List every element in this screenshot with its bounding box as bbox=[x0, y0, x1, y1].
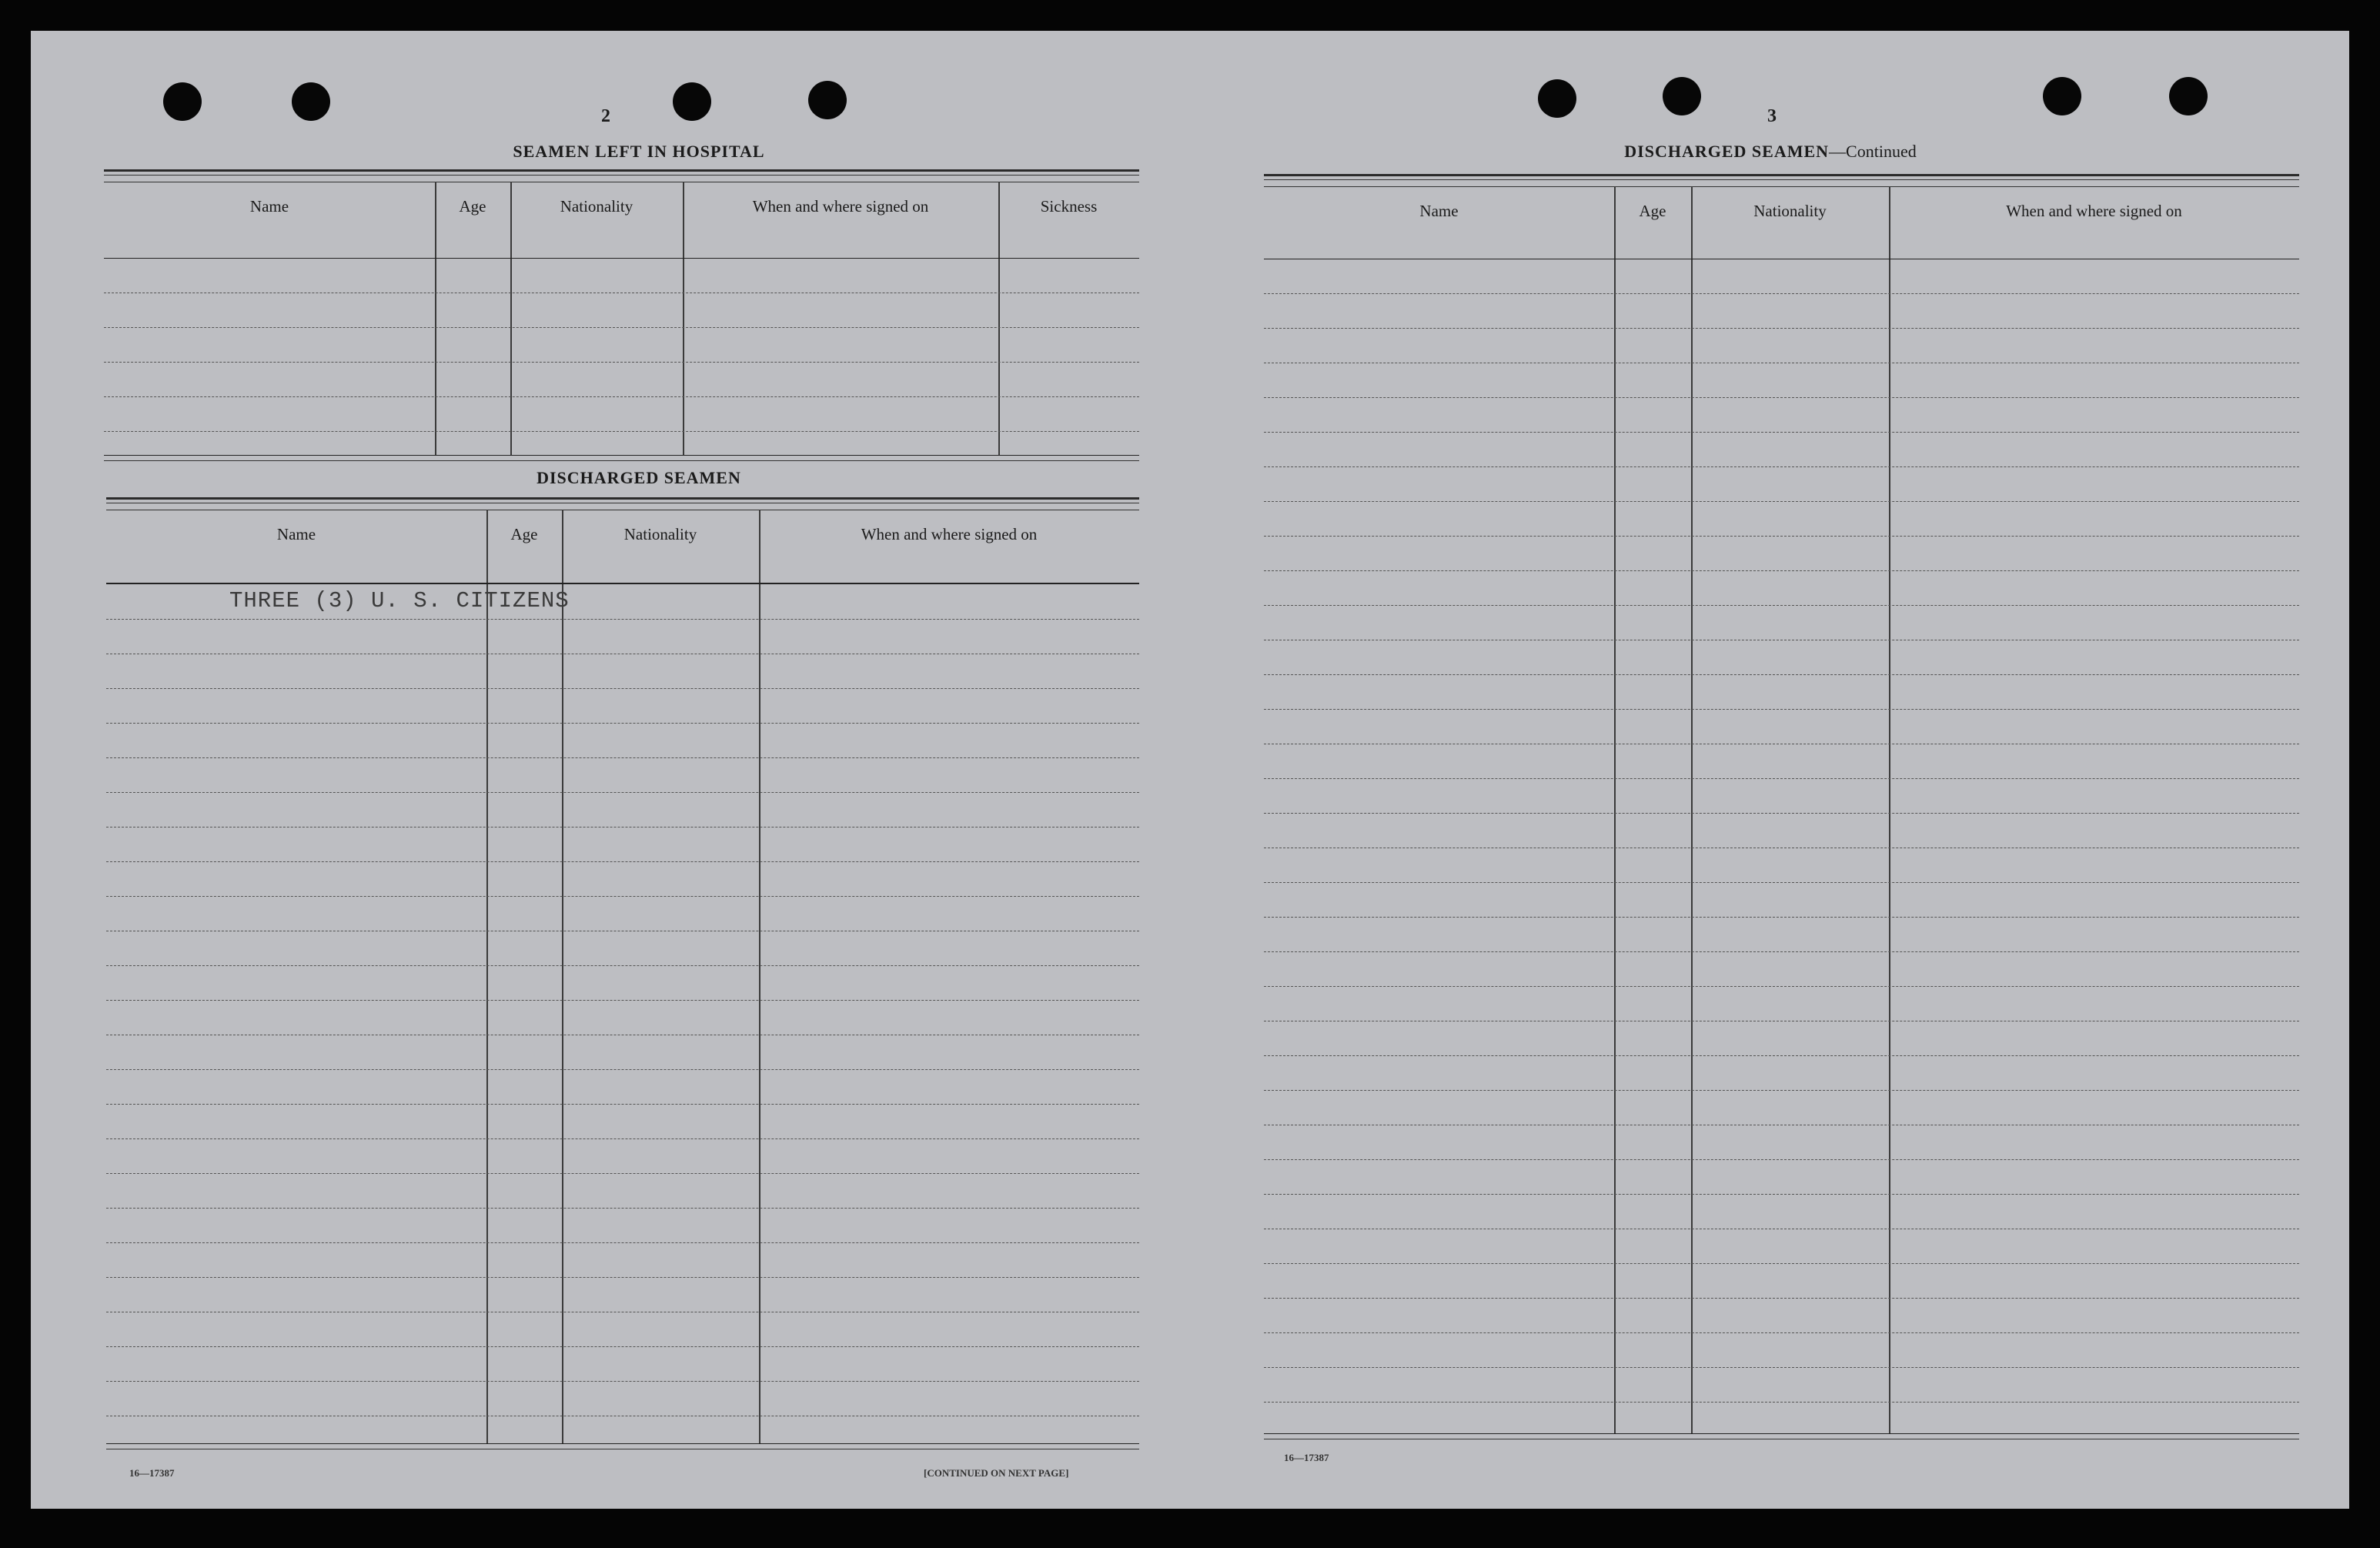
column-header-nationality: Nationality bbox=[560, 197, 633, 216]
column-header-age: Age bbox=[1639, 202, 1666, 220]
table-row bbox=[1264, 328, 2299, 363]
table-row bbox=[1264, 536, 2299, 571]
table-row bbox=[1264, 951, 2299, 987]
table-row bbox=[1264, 1159, 2299, 1195]
discharged-table-title: DISCHARGED SEAMEN bbox=[537, 468, 741, 487]
table-row bbox=[1264, 848, 2299, 883]
hospital-table bbox=[104, 169, 1139, 477]
table-row bbox=[1264, 605, 2299, 640]
form-number-left: 16—17387 bbox=[129, 1467, 175, 1479]
table-row bbox=[106, 1173, 1139, 1209]
discharged-continued-title-text: DISCHARGED SEAMEN bbox=[1624, 142, 1830, 161]
table-row bbox=[106, 1000, 1139, 1035]
table-row bbox=[104, 293, 1139, 328]
table-row bbox=[1264, 1125, 2299, 1160]
table-row bbox=[106, 619, 1139, 654]
table-row bbox=[106, 688, 1139, 724]
table-row bbox=[106, 1381, 1139, 1416]
column-header-when-where: When and where signed on bbox=[752, 197, 929, 216]
table-row bbox=[106, 1277, 1139, 1312]
table-row bbox=[106, 827, 1139, 862]
table-row bbox=[1264, 986, 2299, 1021]
punch-hole bbox=[292, 82, 330, 121]
form-number-right: 16—17387 bbox=[1284, 1452, 1329, 1463]
table-row bbox=[106, 965, 1139, 1001]
table-row bbox=[1264, 1367, 2299, 1403]
table-row bbox=[106, 583, 1139, 620]
punch-hole bbox=[1663, 77, 1701, 115]
table-row bbox=[1264, 1021, 2299, 1056]
hospital-table-title: SEAMEN LEFT IN HOSPITAL bbox=[513, 142, 765, 161]
table-row bbox=[1264, 1332, 2299, 1368]
table-row bbox=[1264, 709, 2299, 744]
table-row bbox=[106, 931, 1139, 966]
discharged-table bbox=[106, 497, 1139, 1490]
punch-hole bbox=[163, 82, 202, 121]
column-header-nationality: Nationality bbox=[1753, 202, 1827, 220]
table-row bbox=[1264, 570, 2299, 606]
table-row bbox=[1264, 293, 2299, 329]
column-header-name: Name bbox=[1419, 202, 1459, 220]
table-row bbox=[106, 1312, 1139, 1347]
table-row bbox=[106, 1208, 1139, 1243]
table-row bbox=[1264, 917, 2299, 952]
table-row bbox=[1264, 363, 2299, 398]
punch-hole bbox=[1538, 79, 1576, 118]
table-row bbox=[106, 1242, 1139, 1278]
table-row bbox=[1264, 1194, 2299, 1229]
table-row bbox=[106, 896, 1139, 931]
scanned-document-sheet bbox=[31, 31, 2349, 1509]
continued-note: [CONTINUED ON NEXT PAGE] bbox=[924, 1467, 1069, 1479]
table-row bbox=[106, 1346, 1139, 1382]
table-row bbox=[106, 757, 1139, 793]
table-row bbox=[106, 1069, 1139, 1105]
discharged-continued-table bbox=[1264, 174, 2299, 1475]
table-row bbox=[1264, 501, 2299, 537]
table-row bbox=[1264, 1055, 2299, 1091]
table-row bbox=[1264, 259, 2299, 294]
table-row bbox=[1264, 882, 2299, 918]
table-row bbox=[1264, 1090, 2299, 1125]
column-header-nationality: Nationality bbox=[623, 525, 697, 543]
table-row bbox=[1264, 744, 2299, 779]
table-row bbox=[1264, 1229, 2299, 1264]
page-number-right: 3 bbox=[1767, 106, 1777, 126]
table-row bbox=[106, 1104, 1139, 1139]
punch-hole bbox=[673, 82, 711, 121]
punch-hole bbox=[808, 81, 847, 119]
table-row bbox=[106, 861, 1139, 897]
table-row bbox=[1264, 674, 2299, 710]
punch-hole bbox=[2043, 77, 2081, 115]
table-row bbox=[106, 1138, 1139, 1174]
table-row bbox=[1264, 813, 2299, 848]
typed-entry: THREE (3) U. S. CITIZENS bbox=[229, 588, 570, 614]
table-row bbox=[106, 723, 1139, 758]
table-row bbox=[1264, 1263, 2299, 1299]
table-row bbox=[106, 792, 1139, 827]
column-header-sickness: Sickness bbox=[1040, 197, 1098, 216]
table-row bbox=[104, 327, 1139, 363]
table-row bbox=[106, 654, 1139, 689]
table-row bbox=[1264, 397, 2299, 433]
column-header-name: Name bbox=[249, 197, 289, 216]
page-number-left: 2 bbox=[601, 106, 610, 126]
punch-hole bbox=[2169, 77, 2208, 115]
table-row bbox=[1264, 1298, 2299, 1333]
column-header-age: Age bbox=[459, 197, 486, 216]
column-header-age: Age bbox=[510, 525, 538, 543]
table-row bbox=[1264, 640, 2299, 675]
column-header-name: Name bbox=[276, 525, 316, 543]
table-row bbox=[1264, 432, 2299, 467]
table-row bbox=[106, 1035, 1139, 1070]
discharged-continued-title bbox=[1555, 142, 1986, 162]
title-continued-suffix: —Continued bbox=[1829, 142, 1917, 161]
table-row bbox=[104, 258, 1139, 293]
table-row bbox=[1264, 778, 2299, 814]
column-header-when-where: When and where signed on bbox=[2006, 202, 2182, 220]
table-row bbox=[104, 396, 1139, 432]
table-row bbox=[104, 362, 1139, 397]
column-header-when-where: When and where signed on bbox=[861, 525, 1038, 543]
table-row bbox=[1264, 466, 2299, 502]
